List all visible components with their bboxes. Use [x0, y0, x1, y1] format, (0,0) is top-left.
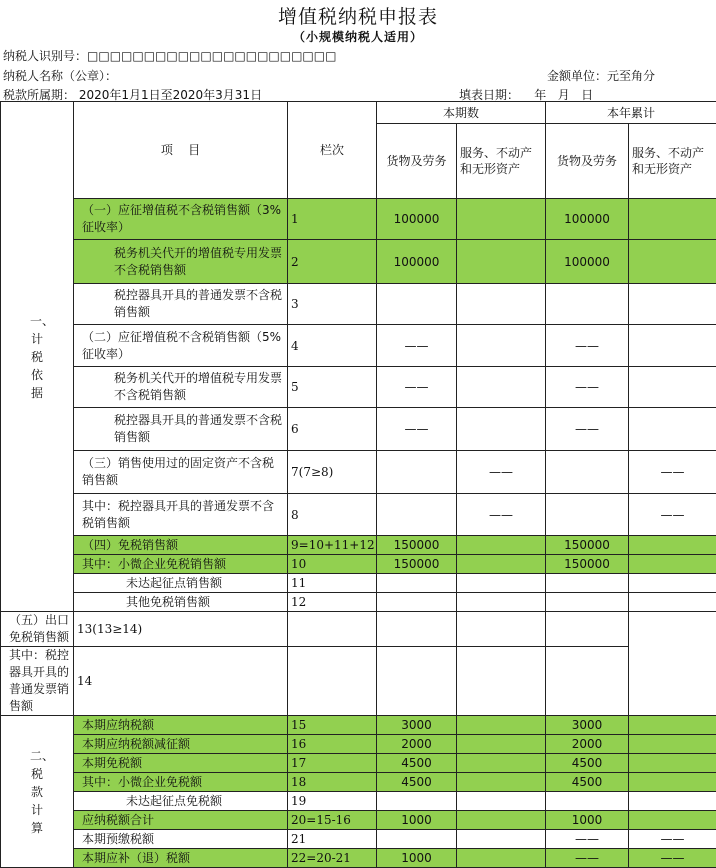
row-item: 税务机关代开的增值税专用发票不含税销售额 — [74, 367, 288, 408]
cell-goods[interactable]: 2000 — [377, 735, 457, 754]
cell-services[interactable]: —— — [457, 451, 546, 494]
cell-goods-ytd[interactable]: —— — [546, 367, 629, 408]
cell-services[interactable] — [377, 647, 457, 716]
cell-services[interactable] — [457, 830, 546, 849]
table-row — [1, 773, 716, 792]
cell-services-ytd[interactable] — [629, 284, 716, 325]
cell-services-ytd[interactable] — [629, 735, 716, 754]
cell-goods[interactable] — [377, 494, 457, 536]
cell-goods-ytd[interactable]: —— — [546, 830, 629, 849]
row-item: 本期预缴税额 — [74, 830, 288, 849]
cell-goods-ytd[interactable]: 150000 — [546, 555, 629, 574]
row-item: （五）出口免税销售额 — [1, 612, 74, 647]
cell-goods[interactable]: —— — [377, 367, 457, 408]
table-row — [1, 408, 716, 451]
cell-goods-ytd[interactable] — [546, 284, 629, 325]
table-row — [1, 494, 716, 536]
cell-services-ytd[interactable] — [629, 536, 716, 555]
table-row — [1, 367, 716, 408]
cell-services-ytd[interactable] — [629, 773, 716, 792]
cell-goods-ytd[interactable] — [546, 451, 629, 494]
cell-goods-ytd[interactable]: 4500 — [546, 754, 629, 773]
row-line-no: 3 — [288, 284, 377, 325]
row-line-no: 7(7≥8) — [288, 451, 377, 494]
row-item: （二）应征增值税不含税销售额（5%征收率） — [74, 325, 288, 367]
cell-goods-ytd[interactable]: —— — [546, 849, 629, 868]
cell-services-ytd[interactable]: —— — [629, 830, 716, 849]
row-line-no: 13(13≥14) — [74, 612, 288, 647]
cell-services[interactable] — [457, 716, 546, 735]
col-header-goods-ytd: 货物及劳务 — [546, 124, 629, 199]
taxpayer-name-label: 纳税人名称（公章）： — [3, 67, 117, 84]
cell-goods-ytd[interactable]: 150000 — [546, 536, 629, 555]
cell-goods[interactable]: 1000 — [377, 811, 457, 830]
cell-goods-ytd[interactable] — [457, 647, 546, 716]
table-row — [1, 849, 716, 868]
row-line-no: 20=15-16 — [288, 811, 377, 830]
cell-services[interactable] — [457, 792, 546, 811]
cell-goods[interactable]: —— — [377, 325, 457, 367]
row-item: （三）销售使用过的固定资产不含税销售额 — [74, 451, 288, 494]
taxpayer-id-boxes[interactable]: □□□□□□□□□□□□□□□□□□□□□□ — [87, 49, 336, 63]
row-line-no: 14 — [74, 647, 288, 716]
cell-services[interactable] — [457, 754, 546, 773]
cell-services-ytd[interactable] — [546, 647, 629, 716]
section-calc: 二、税款计算 — [1, 716, 74, 868]
cell-services-ytd[interactable] — [629, 240, 716, 284]
row-item: 本期应纳税额减征额 — [74, 735, 288, 754]
cell-goods-ytd[interactable]: —— — [546, 408, 629, 451]
cell-goods-ytd[interactable]: 3000 — [546, 716, 629, 735]
row-line-no: 19 — [288, 792, 377, 811]
cell-services[interactable] — [457, 536, 546, 555]
cell-services-ytd[interactable] — [629, 325, 716, 367]
row-item: 本期应纳税额 — [74, 716, 288, 735]
cell-goods[interactable] — [377, 593, 457, 612]
cell-goods-ytd[interactable]: 4500 — [546, 773, 629, 792]
row-item: 其中：税控器具开具的普通发票销售额 — [1, 647, 74, 716]
cell-services-ytd[interactable] — [629, 574, 716, 593]
row-line-no: 21 — [288, 830, 377, 849]
cell-services[interactable] — [457, 408, 546, 451]
row-item: 本期免税额 — [74, 754, 288, 773]
row-item: 税控器具开具的普通发票不含税销售额 — [74, 408, 288, 451]
cell-services-ytd[interactable] — [629, 593, 716, 612]
cell-services[interactable] — [457, 367, 546, 408]
cell-services[interactable] — [457, 574, 546, 593]
table-row — [1, 735, 716, 754]
cell-goods[interactable] — [377, 284, 457, 325]
table-row — [1, 647, 716, 716]
cell-services-ytd[interactable]: —— — [629, 494, 716, 536]
cell-services[interactable] — [457, 593, 546, 612]
cell-goods-ytd[interactable] — [546, 494, 629, 536]
cell-goods[interactable] — [377, 451, 457, 494]
cell-services[interactable] — [457, 284, 546, 325]
row-line-no: 16 — [288, 735, 377, 754]
col-header-ytd: 本年累计 — [546, 102, 716, 124]
cell-services[interactable] — [457, 849, 546, 868]
row-item: （四）免税销售额 — [74, 536, 288, 555]
row-line-no: 6 — [288, 408, 377, 451]
row-item: 其中：税控器具开具的普通发票不含税销售额 — [74, 494, 288, 536]
cell-services-ytd[interactable] — [629, 199, 716, 240]
cell-goods-ytd[interactable] — [546, 792, 629, 811]
row-line-no: 17 — [288, 754, 377, 773]
cell-services[interactable]: —— — [457, 494, 546, 536]
table-row — [1, 451, 716, 494]
cell-goods[interactable] — [377, 830, 457, 849]
col-header-current: 本期数 — [377, 102, 546, 124]
cell-goods[interactable] — [377, 792, 457, 811]
row-line-no: 8 — [288, 494, 377, 536]
row-item: 其中：小微企业免税销售额 — [74, 555, 288, 574]
row-line-no: 1 — [288, 199, 377, 240]
table-row — [1, 555, 716, 574]
row-line-no: 9=10+11+12 — [288, 536, 377, 555]
table-row — [1, 612, 716, 647]
cell-goods[interactable]: —— — [377, 408, 457, 451]
row-line-no: 11 — [288, 574, 377, 593]
table-row — [1, 830, 716, 849]
cell-services[interactable] — [457, 240, 546, 284]
section-basis: 一、计税依据 — [1, 102, 74, 612]
cell-goods[interactable]: 150000 — [377, 555, 457, 574]
cell-services-ytd[interactable]: —— — [629, 451, 716, 494]
cell-goods-ytd[interactable] — [546, 574, 629, 593]
cell-services-ytd[interactable] — [629, 716, 716, 735]
row-item: 应纳税额合计 — [74, 811, 288, 830]
cell-services[interactable] — [457, 325, 546, 367]
cell-goods[interactable]: 4500 — [377, 754, 457, 773]
cell-goods-ytd[interactable] — [546, 593, 629, 612]
cell-services-ytd[interactable] — [629, 754, 716, 773]
col-header-services: 服务、不动产和无形资产 — [457, 124, 546, 199]
cell-goods[interactable]: 100000 — [377, 199, 457, 240]
cell-services[interactable] — [457, 199, 546, 240]
col-header-goods: 货物及劳务 — [377, 124, 457, 199]
form-title: 增值税纳税申报表 — [0, 2, 716, 29]
cell-goods-ytd[interactable]: 1000 — [546, 811, 629, 830]
cell-services[interactable] — [457, 735, 546, 754]
table-row — [1, 284, 716, 325]
cell-goods[interactable]: 1000 — [377, 849, 457, 868]
tax-period: 税款所属期： 2020年1月1日至2020年3月31日 — [3, 86, 262, 103]
cell-goods[interactable] — [288, 612, 377, 647]
taxpayer-id-row — [3, 47, 336, 64]
row-line-no: 22=20-21 — [288, 849, 377, 868]
cell-services-ytd[interactable] — [629, 408, 716, 451]
amount-unit: 金额单位：元至角分 — [547, 67, 655, 84]
row-item: 未达起征点销售额 — [74, 574, 288, 593]
cell-services[interactable] — [377, 612, 457, 647]
table-row — [1, 325, 716, 367]
cell-goods-ytd[interactable]: 100000 — [546, 199, 629, 240]
row-line-no: 5 — [288, 367, 377, 408]
col-header-services-ytd: 服务、不动产和无形资产 — [629, 124, 716, 199]
row-item: 其中：小微企业免税额 — [74, 773, 288, 792]
row-item: 未达起征点免税额 — [74, 792, 288, 811]
row-line-no: 15 — [288, 716, 377, 735]
cell-goods[interactable]: 150000 — [377, 536, 457, 555]
cell-services-ytd[interactable] — [629, 367, 716, 408]
table-row — [1, 754, 716, 773]
cell-goods-ytd[interactable] — [457, 612, 546, 647]
table-row — [1, 536, 716, 555]
cell-goods-ytd[interactable]: 2000 — [546, 735, 629, 754]
row-line-no: 4 — [288, 325, 377, 367]
fill-date: 填表日期： 年 月 日 — [459, 86, 593, 103]
cell-services-ytd[interactable]: —— — [629, 849, 716, 868]
cell-goods[interactable] — [288, 647, 377, 716]
cell-services[interactable] — [457, 811, 546, 830]
cell-services-ytd[interactable] — [546, 612, 629, 647]
table-row — [1, 593, 716, 612]
cell-services-ytd[interactable] — [629, 811, 716, 830]
table-row — [1, 199, 716, 240]
table-row — [1, 811, 716, 830]
row-item: 税控器具开具的普通发票不含税销售额 — [74, 284, 288, 325]
form-subtitle: （小规模纳税人适用） — [0, 28, 716, 45]
taxpayer-id-label: 纳税人识别号： — [3, 49, 87, 63]
row-line-no: 10 — [288, 555, 377, 574]
cell-services-ytd[interactable] — [629, 555, 716, 574]
col-header-item: 项 目 — [74, 102, 288, 199]
cell-goods-ytd[interactable]: 100000 — [546, 240, 629, 284]
row-item: 税务机关代开的增值税专用发票不含税销售额 — [74, 240, 288, 284]
row-line-no: 18 — [288, 773, 377, 792]
cell-services[interactable] — [457, 773, 546, 792]
table-row — [1, 240, 716, 284]
cell-goods-ytd[interactable]: —— — [546, 325, 629, 367]
cell-goods[interactable]: 100000 — [377, 240, 457, 284]
tax-return-table — [0, 101, 716, 868]
cell-goods[interactable]: 3000 — [377, 716, 457, 735]
row-line-no: 2 — [288, 240, 377, 284]
table-row — [1, 716, 716, 735]
row-item: （一）应征增值税不含税销售额（3%征收率） — [74, 199, 288, 240]
table-row — [1, 574, 716, 593]
col-header-line: 栏次 — [288, 102, 377, 199]
cell-services[interactable] — [457, 555, 546, 574]
cell-goods[interactable]: 4500 — [377, 773, 457, 792]
cell-goods[interactable] — [377, 574, 457, 593]
row-item: 其他免税销售额 — [74, 593, 288, 612]
table-row — [1, 792, 716, 811]
row-line-no: 12 — [288, 593, 377, 612]
cell-services-ytd[interactable] — [629, 792, 716, 811]
row-item: 本期应补（退）税额 — [74, 849, 288, 868]
